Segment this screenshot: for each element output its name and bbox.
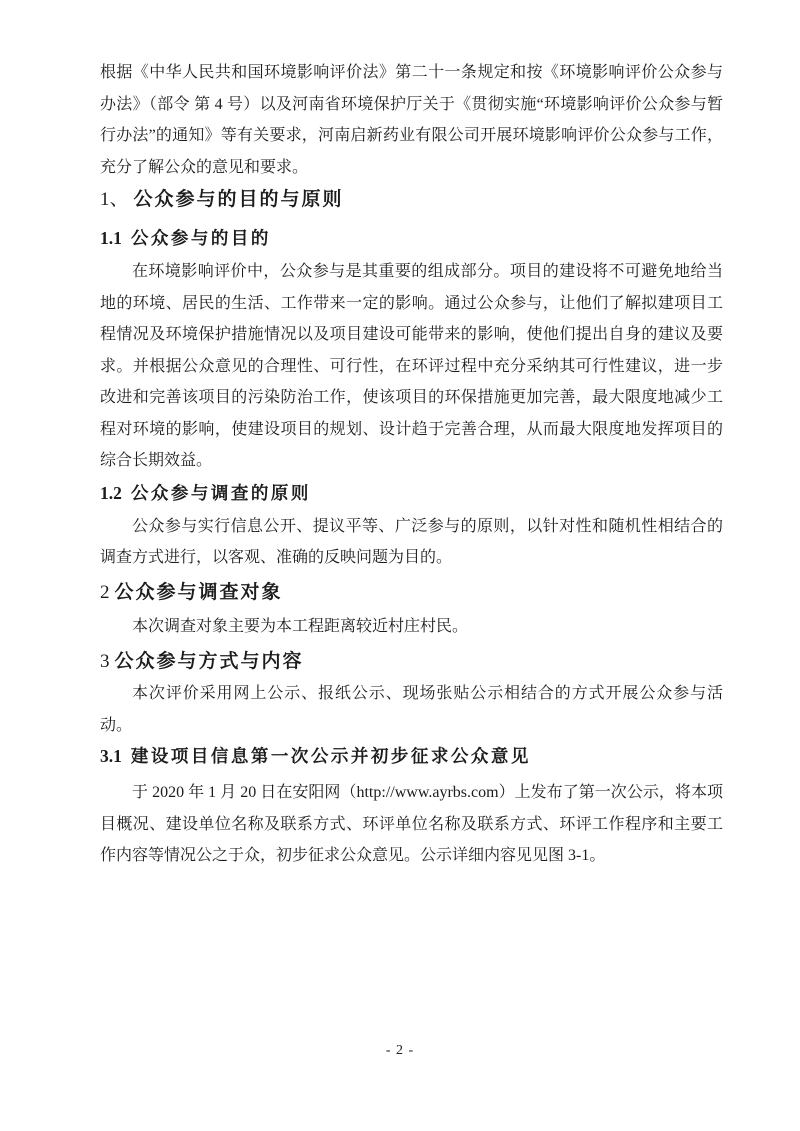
section-3-number: 3 bbox=[100, 651, 110, 672]
section-2-paragraph: 本次调查对象主要为本工程距离较近村庄村民。 bbox=[132, 617, 469, 635]
section-3-1-number: 3.1 bbox=[100, 746, 122, 766]
section-3-paragraph: 本次评价采用网上公示、报纸公示、现场张贴公示相结合的方式开展公众参与活动。 bbox=[100, 685, 723, 734]
section-2-number: 2 bbox=[100, 581, 110, 603]
section-1-1-heading bbox=[100, 225, 723, 251]
section-2-heading bbox=[100, 580, 723, 606]
section-3-1-title: 建设项目信息第一次公示并初步征求公众意见 bbox=[130, 746, 531, 766]
document-content bbox=[100, 0, 723, 872]
section-1-number: 1、 bbox=[100, 189, 129, 210]
section-1-2-title: 公众参与调查的原则 bbox=[130, 482, 311, 503]
section-1-title: 公众参与的目的与原则 bbox=[133, 189, 344, 210]
section-3-title: 公众参与方式与内容 bbox=[114, 651, 304, 672]
section-1-1-paragraph: 在环境影响评价中，公众参与是其重要的组成部分。项目的建设将不可避免地给当地的环境、居民的生活、工作带来一定的影响。通过公众参与，让他们了解拟建项目工程情况及环境保护措施情况以及项目建设可能带来的影响，使他们提出自身的建议及要求。并根据公众意见的合理性、可行性，在环评过程中充分采纳其可行性建议，进一步改进和完善该项目的污染防治工作，使该项目的环保措施更加完善，最大限度地减少工程对环境的影响，使建设项目的规划、设计趋于完善合理，从而最大限度地发挥项目的综合长期效益。 bbox=[100, 263, 723, 469]
section-2-title: 公众参与调查对象 bbox=[114, 581, 283, 603]
section-1-1-number: 1.1 bbox=[100, 228, 122, 248]
intro-paragraph: 根据《中华人民共和国环境影响评价法》第二十一条规定和按《环境影响评价公众参与办法》（部令 第 4 号）以及河南省环境保护厅关于《贯彻实施“环境影响评价公众参与暂行办法”的通知》等有关要求，河南启新药业有限公司开展环境影响评价公众参与工作，充分了解公众的意见和要求。 bbox=[100, 64, 723, 176]
section-1-2-number: 1.2 bbox=[100, 482, 122, 503]
section-3-1-paragraph: 于 2020 年 1 月 20 日在安阳网（http://www.ayrbs.com）上发布了第一次公示，将本项目概况、建设单位名称及联系方式、环评单位名称及联系方式、环评工作程序和主要工作内容等情况公之于众，初步征求公众意见。公示详细内容见见图 3-1。 bbox=[100, 784, 723, 864]
section-3-heading bbox=[100, 649, 723, 675]
page-number: - 2 - bbox=[385, 1043, 415, 1058]
section-1-heading bbox=[100, 187, 723, 213]
section-1-2-heading bbox=[100, 480, 723, 506]
section-3-1-heading bbox=[100, 743, 723, 769]
section-1-1-title: 公众参与的目的 bbox=[130, 228, 271, 248]
section-1-2-paragraph: 公众参与实行信息公开、提议平等、广泛参与的原则，以针对性和随机性相结合的调查方式进行，以客观、准确的反映问题为目的。 bbox=[100, 517, 723, 566]
